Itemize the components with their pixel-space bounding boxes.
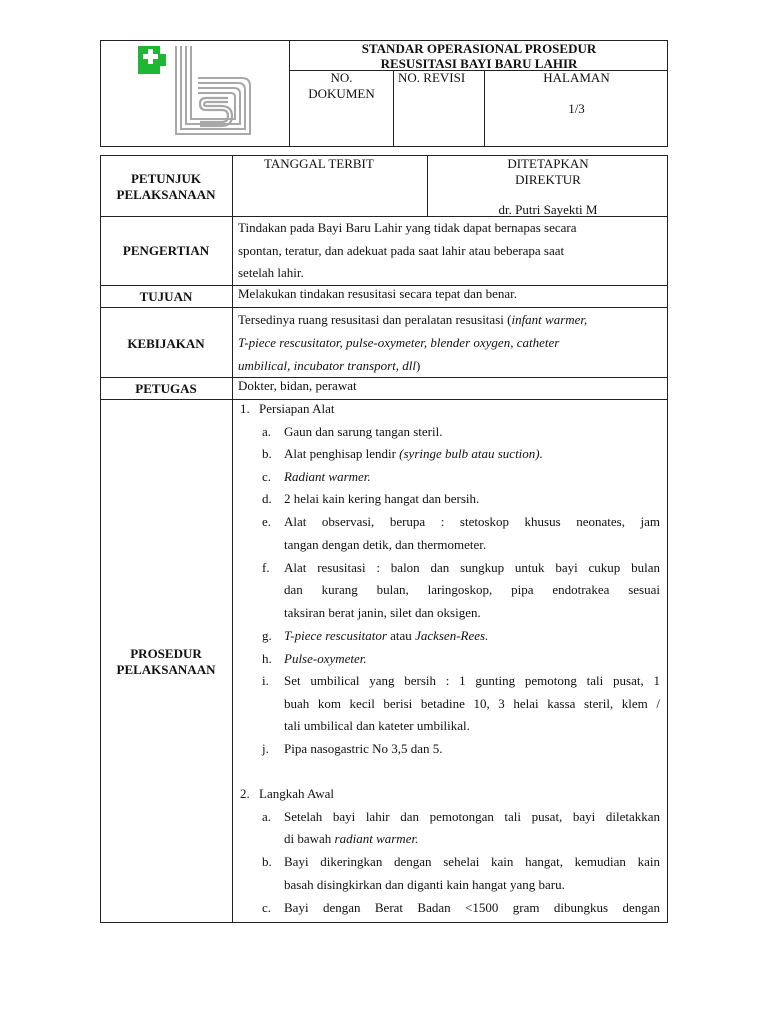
sop-title-line1: STANDAR OPERASIONAL PROSEDUR [361, 41, 597, 56]
revision-label: NO. REVISI [398, 70, 466, 85]
section-langkah-awal: 2. Langkah Awal [240, 786, 334, 801]
tujuan-label: TUJUAN [139, 289, 193, 304]
page-value: 1/3 [568, 101, 585, 116]
row-divider [100, 377, 668, 378]
kebijakan-label: KEBIJAKAN [127, 336, 205, 351]
signer-name: dr. Putri Sayekti M [498, 202, 598, 217]
page-label: HALAMAN [543, 70, 610, 85]
section-persiapan-alat: 1. Persiapan Alat [240, 401, 335, 416]
pengertian-label: PENGERTIAN [122, 243, 210, 258]
petunjuk-label: PETUNJUK PELAKSANAAN [116, 171, 216, 202]
header-divider [393, 70, 394, 147]
doc-number-label: NO. DOKUMEN [308, 70, 375, 101]
row-divider [100, 399, 668, 400]
ditetapkan-label: DITETAPKAN DIREKTUR [507, 156, 589, 187]
prosedur-label: PROSEDUR PELAKSANAAN [116, 646, 216, 677]
petugas-text: Dokter, bidan, perawat [238, 378, 357, 393]
pengertian-text: Tindakan pada Bayi Baru Lahir yang tidak dapat bernapas secara spontan, teratur, dan adekuat pada saat lahir atau beberapa saat setelah lahir. [238, 220, 577, 280]
hospital-logo-icon [136, 42, 256, 142]
tujuan-text: Melakukan tindakan resusitasi secara tepat dan benar. [238, 286, 518, 301]
kebijakan-text: Tersedinya ruang resusitasi dan peralatan resusitasi (infant warmer, T-piece rescusitator, pulse-oxymeter, blender oxygen, catheter umbilical, incubator transport, dll) [238, 312, 588, 373]
petugas-label: PETUGAS [135, 381, 197, 396]
tanggal-terbit-label: TANGGAL TERBIT [264, 156, 374, 171]
hospital-logo [136, 42, 256, 142]
sop-title [290, 40, 668, 71]
sop-title-line2: RESUSITASI BAYI BARU LAHIR [380, 56, 578, 71]
label-column-divider [232, 155, 233, 923]
